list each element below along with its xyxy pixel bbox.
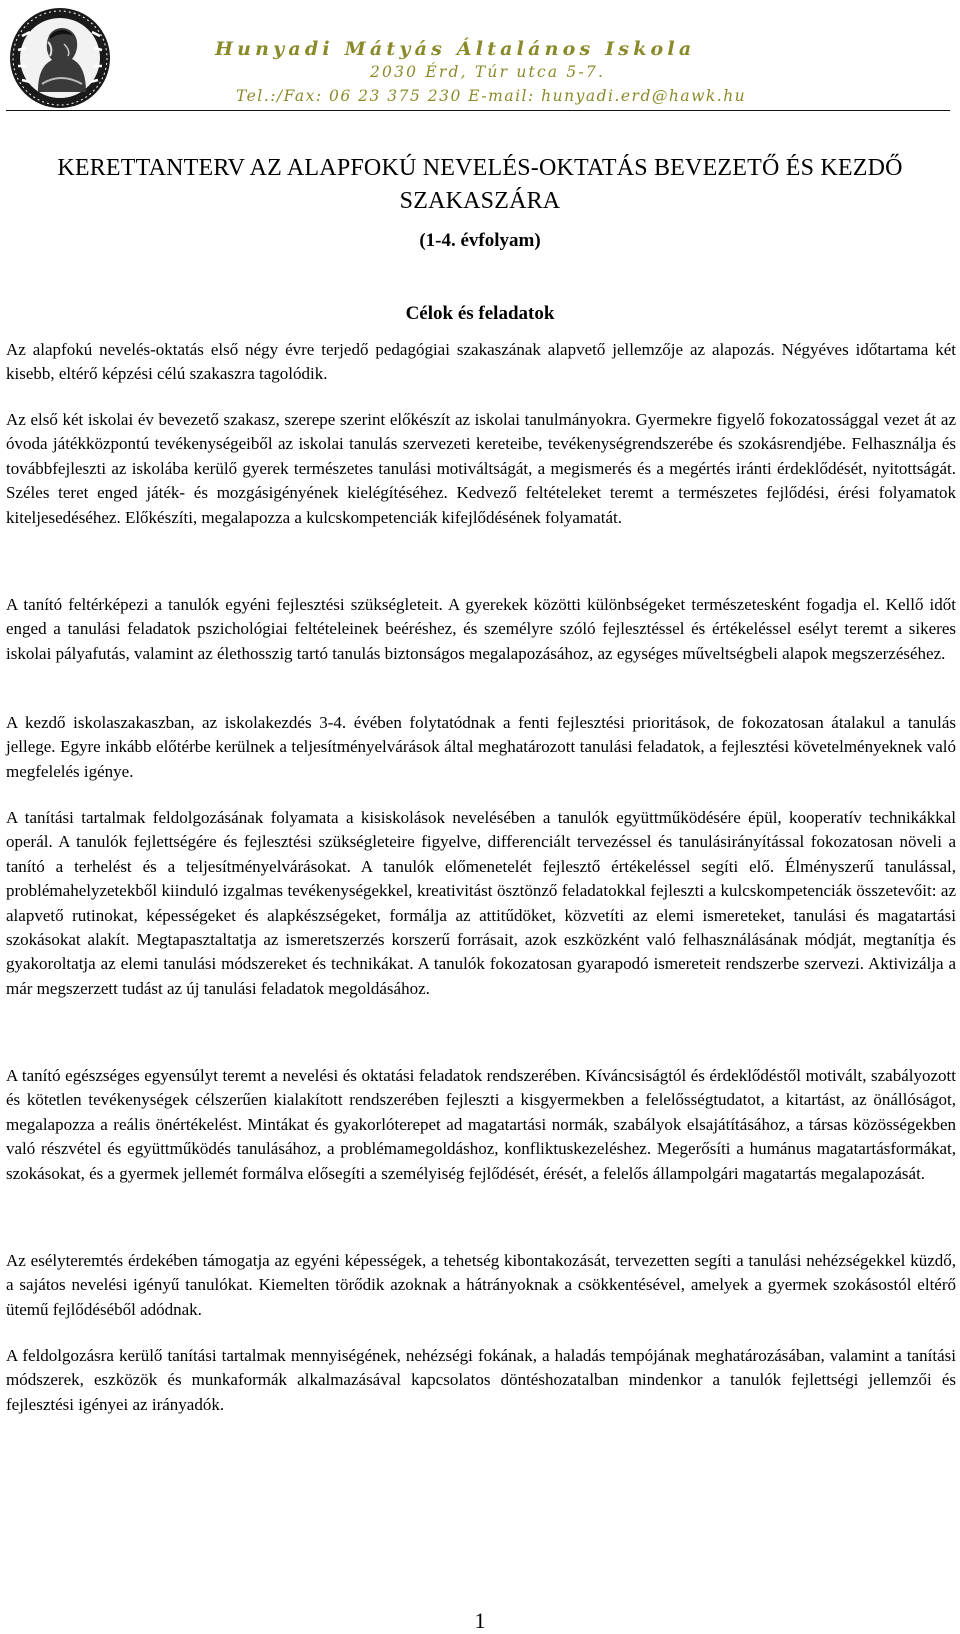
- paragraph-6: A tanító egészséges egyensúlyt teremt a nevelési és oktatási feladatok rendszerében. Kíváncsiságtól és érdeklődéstől motivált, szabályozott és kötetlen tevékenységek célszerűen kialakított rendszerében fejleszti a kisgyermekben a felelősségtudatot, a kitartást, az önállóságot, megalapozza a reális önértékelést. Mintákat és gyakorlóterepet ad magatartási normák, szabályok elsajátításához, a társas közösségekben való részvétel és együttműködés tanulásához, a problémamegoldáshoz, konfliktuskezeléshez. Megerősíti a humánus magatartásformákat, szokásokat, és a gyermek jellemét formálva elősegíti a személyiség fejlődését, érését, a felelős állampolgári magatartás megalapozását.: [6, 1066, 956, 1183]
- paragraph-1: Az alapfokú nevelés-oktatás első négy évre terjedő pedagógiai szakaszának alapvető jellemzője az alapozás. Négyéves időtartama két kisebb, eltérő képzési célú szakaszra tagolódik.: [6, 340, 956, 384]
- paragraph-5: A tanítási tartalmak feldolgozásának folyamata a kisiskolások nevelésében a tanulók együttműködésére épül, kooperatív technikákkal operál. A tanulók fejlettségére és fejlesztési szükségleteire figyelve, differenciált tervezéssel és tanulásirányítással fokozatosan növeli a tanító a terhelést és a teljesítményelvárásokat. A tanulók előmenetelét fejlesztő értékeléssel segíti elő. Élményszerű tanulással, problémahelyzetekből kiinduló izgalmas tevékenységekkel, kreativitást ösztönző feladatokkal fejleszti a kulcskompetenciák összetevőit: az alapvető rutinokat, képességeket és alapkészségeket, formálja az attitűdöket, közvetíti az elemi ismereteket, tanulási és magatartási szokásokat alakít. Megtapasztaltatja az ismeretszerzés korszerű forrásait, azok eszközként való felhasználásának módját, megtanítja és gyakoroltatja az elemi tanulási módszereket és technikákat. A tanulók fokozatosan gyarapodó ismereteit rendszerbe szervezi. Aktivizálja a már megszerzett tudást az új tanulási feladatok megoldásához.: [6, 808, 956, 998]
- paragraph-3: A tanító feltérképezi a tanulók egyéni fejlesztési szükségleteit. A gyerekek közötti különbségeket természetesként fogadja el. Kellő időt enged a tanulási feladatok pszichológiai feltételeinek beéréshez, és személyre szóló fejlesztéssel és értékeléssel esélyt teremt a sikeres iskolai pályafutás, valamint az élethosszig tartó tanulás biztonságos megalapozásához, az egységes műveltségbeli alapok megszerzéséhez.: [6, 595, 956, 663]
- paragraph-2: Az első két iskolai év bevezető szakasz, szerepe szerint előkészít az iskolai tanulmányokra. Gyermekre figyelő fokozatossággal vezet át az óvoda játékközpontú tevékenységeiből az iskolai tanulás szervezeti kereteibe, tevékenységrendszerébe és szokásrendjébe. Felhasználja és továbbfejleszti az iskolába kerülő gyerek természetes tanulási motiváltságát, a megismerés és a megértés iránti érdeklődését, nyitottságát. Széles teret enged játék- és mozgásigényének kielégítéséhez. Kedvező feltételeket teremt a természetes fejlődési, érési folyamatok kiteljesedéséhez. Előkészíti, megalapozza a kulcskompetenciák kifejlődésének folyamatát.: [6, 410, 956, 527]
- document-title: KERETTANTERV AZ ALAPFOKÚ NEVELÉS-OKTATÁS BEVEZETŐ ÉS KEZDŐ SZAKASZÁRA: [57, 155, 903, 214]
- grade-subtitle: (1-4. évfolyam): [419, 230, 541, 251]
- header-divider: [6, 110, 950, 111]
- portrait-seal-logo-icon: [8, 6, 112, 110]
- paragraph-7: Az esélyteremtés érdekében támogatja az egyéni képességek, a tehetség kibontakozását, tervezetten segíti a tanulási nehézségekkel küzdő, a sajátos nevelési igényű tanulókat. Kiemelten törődik azoknak a hátrányoknak a csökkentésével, amelyek a gyermek szokásostól eltérő ütemű fejlődéséből adódnak.: [6, 1251, 956, 1319]
- page-number: 1: [474, 1608, 486, 1633]
- school-name: Hunyadi Mátyás Általános Iskola: [215, 38, 696, 60]
- school-contact: Tel.:/Fax: 06 23 375 230 E-mail: hunyadi.erd@hawk.hu: [236, 87, 747, 105]
- school-address: 2030 Érd, Túr utca 5-7.: [370, 63, 606, 81]
- paragraph-8: A feldolgozásra kerülő tanítási tartalmak mennyiségének, nehézségi fokának, a haladás tempójának meghatározásában, valamint a tanítási módszerek, eszközök és munkaformák alkalmazásával kapcsolatos döntéshozatalban mindenkor a tanulók fejlettségi jellemzői és fejlesztési igényei az irányadók.: [6, 1346, 956, 1414]
- document-header: [0, 0, 960, 118]
- section-heading: Célok és feladatok: [405, 303, 555, 324]
- paragraph-4: A kezdő iskolaszakaszban, az iskolakezdés 3-4. évében folytatódnak a fenti fejlesztési prioritások, de fokozatosan átalakul a tanulás jellege. Egyre inkább előtérbe kerülnek a teljesítményelvárások által meghatározott tanulási feladatok, a fejlesztési követelményeknek való megfelelés igénye.: [6, 713, 956, 781]
